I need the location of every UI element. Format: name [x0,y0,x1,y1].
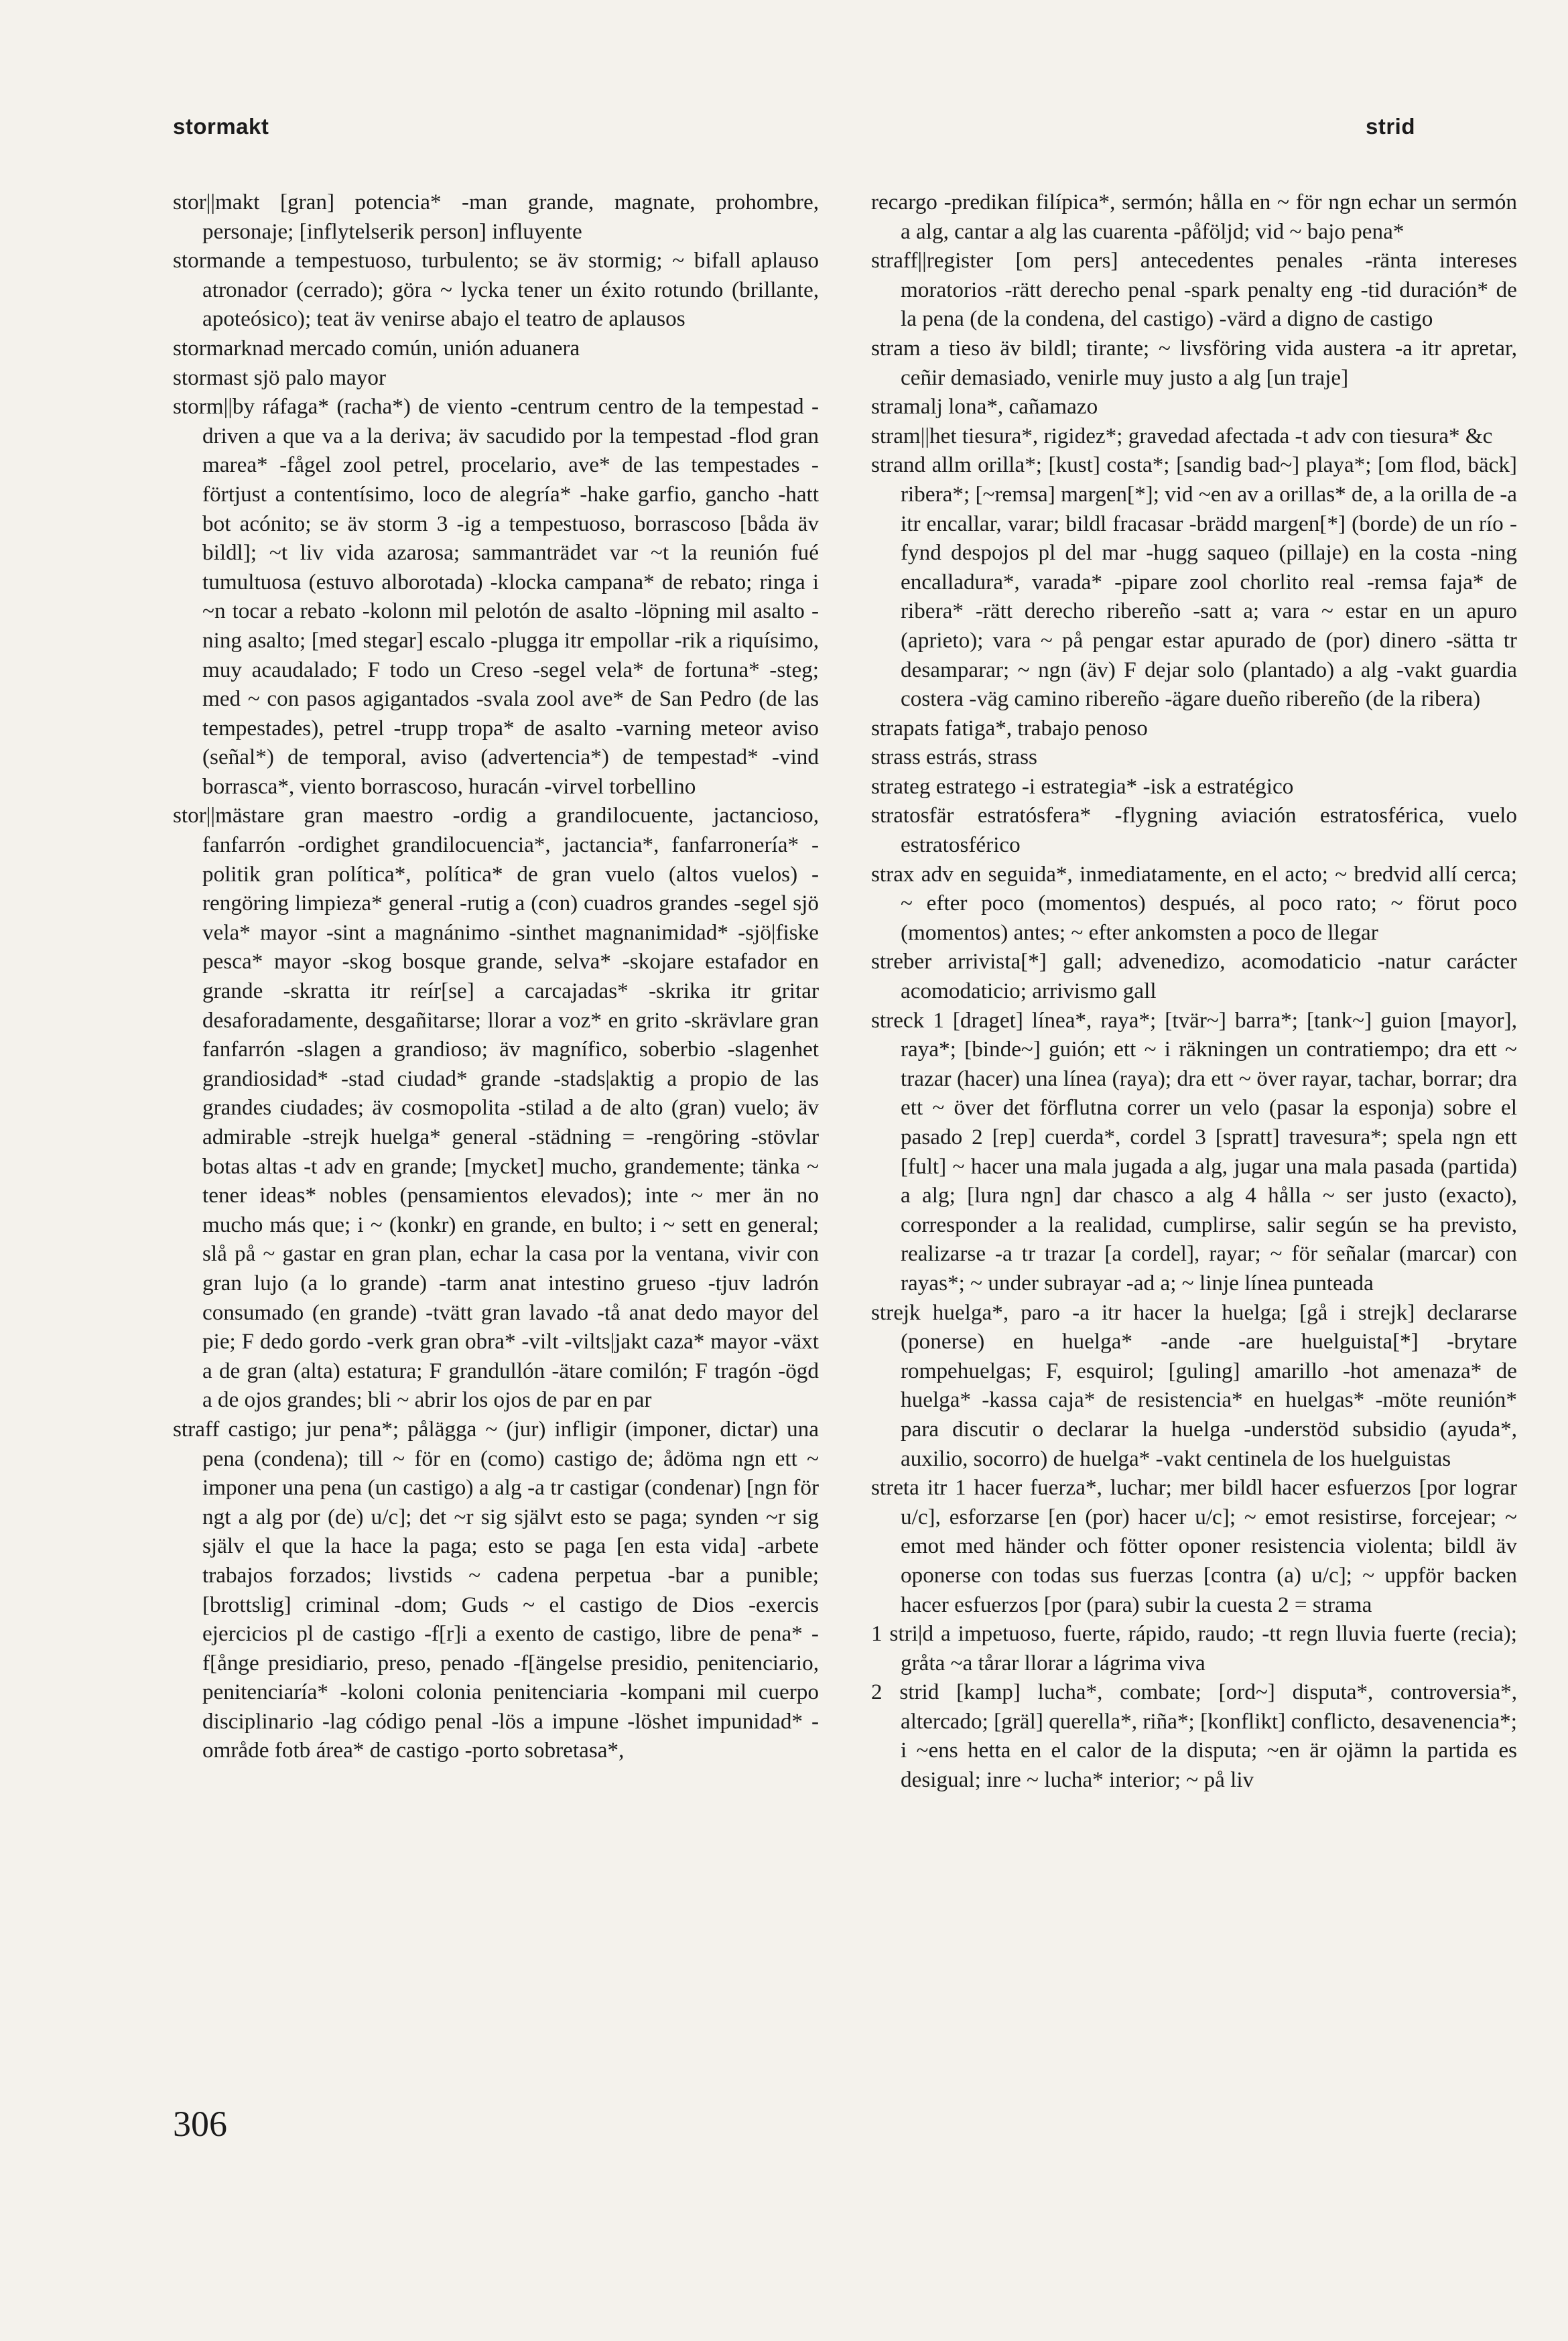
entry: stram a tieso äv bildl; tirante; ~ livsföring vida austera -a itr apretar, ceñir demasiado, venirle muy justo a alg [un traje] [871,335,1517,390]
page-number: 306 [173,2104,227,2144]
entry: stram||het tiesura*, rigidez*; gravedad afectada -t adv con tiesura* &c [871,423,1493,448]
entry: stormast sjö palo mayor [173,365,387,390]
right-column [871,188,1517,1795]
entry: strax adv en seguida*, inmediatamente, en el acto; ~ bredvid allí cerca; ~ efter poco (momentos) después, al poco rato; ~ förut poco (momentos) antes; ~ efter ankomsten a poco de llegar [871,861,1517,945]
entry: straff castigo; jur pena*; pålägga ~ (jur) infligir (imponer, dictar) una pena (condena); till ~ för en (como) castigo de; ådöma ngn ett ~ imponer una pena (un castigo) a alg -a tr castigar (condenar) [ngn för ngt a alg por (de) u/c]; det ~r sig självt esto se paga; synden ~r sig själv el que la hace la paga; esto se paga [en esta vida] -arbete trabajos forzados; livstids ~ cadena perpetua -bar a punible; [brottslig] criminal -dom; Guds ~ el castigo de Dios -exercis ejercicios pl de castigo -f[r]i a exento de castigo, libre de pena* -f[ånge presidiario, preso, penado -f[ängelse presidio, penitenciario, penitenciaría* -koloni colonia penitenciaria -kompani mil cuerpo disciplinario -lag código penal -lös a impune -löshet impunidad* -område fotb área* de castigo -porto sobretasa*, [173,1416,819,1763]
entry: strateg estratego -i estrategia* -isk a estratégico [871,773,1294,799]
left-column [173,188,819,1765]
entry: storm||by ráfaga* (racha*) de viento -centrum centro de la tempestad -driven a que va a la deriva; äv sacudido por la tempestad -flod gran marea* -fågel zool petrel, procelario, ave* de las tempestades -förtjust a contentísimo, loco de alegría* -hake garfio, gancho -hatt bot acónito; se äv storm 3 -ig a tempestuoso, borrascoso [båda äv bildl]; ~t liv vida azarosa; sammanträdet var ~t la reunión fué tumultuosa (estuvo alborotada) -klocka campana* de rebato; ringa i ~n tocar a rebato -kolonn mil pelotón de asalto -löpning mil asalto -ning asalto; [med stegar] escalo -plugga itr empollar -rik a riquísimo, muy acaudalado; F todo un Creso -segel vela* de fortuna* -steg; med ~ con pasos agigantados -svala zool ave* de San Pedro (de las tempestades), petrel -trupp tropa* de asalto -varning meteor aviso (señal*) de temporal, aviso (advertencia*) de tempestad* -vind borrasca*, viento borrascoso, huracán -virvel torbellino [173,394,819,799]
entry: 1 stri|d a impetuoso, fuerte, rápido, raudo; -tt regn lluvia fuerte (recia); gråta ~a tårar llorar a lágrima viva [871,1621,1517,1675]
left-guide-word: stormakt [173,114,269,139]
entry: 2 strid [kamp] lucha*, combate; [ord~] disputa*, controversia*, altercado; [gräl] querella*, riña*; [konflikt] conflicto, desavenencia*; i ~ens hetta en el calor de la disputa; ~en är ojämn la partida es desigual; inre ~ lucha* interior; ~ på liv [871,1680,1517,1793]
entry: streta itr 1 hacer fuerza*, luchar; mer bildl hacer esfuerzos [por lograr u/c], esforzarse [en (por) hacer u/c]; ~ emot resistirse, forcejear; ~ emot med händer och fötter oponer resistencia violenta; bildl äv oponerse con todas sus fuerzas [contra (a) u/c]; ~ uppför backen hacer esfuerzos [por (para) subir la cuesta 2 = strama [871,1475,1517,1617]
entry: streck 1 [draget] línea*, raya*; [tvär~] barra*; [tank~] guion [mayor], raya*; [binde~] guión; ett ~ i räkningen un contratiempo; dra ett ~ trazar (hacer) una línea (raya); dra ett ~ över rayar, tachar, borrar; dra ett ~ över det förflutna correr un velo (pasar la esponja) sobre el pasado 2 [rep] cuerda*, cordel 3 [spratt] travesura*; spela ngn ett [fult] ~ hacer una mala jugada a alg, jugar una mala pasada (partida) a alg; [lura ngn] dar chasco a alg 4 hålla ~ ser justo (exacto), corresponder a la realidad, cumplirse, salir según se ha previsto, realizarse -a tr trazar [a cordel], rayar; ~ för señalar (marcar) con rayas*; ~ under subrayar -ad a; ~ linje línea punteada [871,1007,1517,1295]
entry: strass estrás, strass [871,745,1037,770]
entry: stor||makt [gran] potencia* -man grande, magnate, prohombre, personaje; [inflytelserik person] influyente [173,190,819,244]
entry: strapats fatiga*, trabajo penoso [871,715,1148,741]
entry: stormarknad mercado común, unión aduanera [173,335,580,361]
entry: stramalj lona*, cañamazo [871,394,1098,420]
entry: stor||mästare gran maestro -ordig a grandilocuente, jactancioso, fanfarrón -ordighet grandilocuencia*, jactancia*, fanfarronería* -politik gran política*, política* de gran vuelo (altos vuelos) -rengöring limpieza* general -rutig a (con) cuadros grandes -segel sjö vela* mayor -sint a magnánimo -sinthet magnanimidad* -sjö|fiske pesca* mayor -skog bosque grande, selva* -skojare estafador en grande -skratta itr reír[se] a carcajadas* -skrika itr gritar desaforadamente, desgañitarse; llorar a voz* en grito -skrävlare gran fanfarrón -slagen a grandioso; äv magnífico, soberbio -slagenhet grandiosidad* -stad ciudad* grande -stads|aktig a propio de las grandes ciudades; äv cosmopolita -stilad a de alto (gran) vuelo; äv admirable -strejk huelga* general -städning = -rengöring -stövlar botas altas -t adv en grande; [mycket] mucho, grandemente; tänka ~ tener ideas* nobles (pensamientos elevados); inte ~ mer än no mucho más que; i ~ (konkr) en grande, en bulto; i ~ sett en general; slå på ~ gastar en gran plan, echar la casa por la ventana, vivir con gran lujo (a lo grande) -tarm anat intestino grueso -tjuv ladrón consumado (en grande) -tvätt gran lavado -tå anat dedo mayor del pie; F dedo gordo -verk gran obra* -vilt -vilts|jakt caza* mayor -växt a de gran (alta) estatura; F grandullón -ätare comilón; F tragón -ögd a de ojos grandes; bli ~ abrir los ojos de par en par [173,803,819,1413]
right-guide-word: strid [1365,114,1415,139]
entry: strejk huelga*, paro -a itr hacer la huelga; [gå i strejk] declararse (ponerse) en huelga* -ande -are huelguista[*] -brytare rompehuelgas; F, esquirol; [guling] amarillo -hot amenaza* de huelga* -kassa caja* de resistencia* en huelgas* -möte reunión* para discutir o declarar la huelga -understöd subsidio (ayuda*, auxilio, socorro) de huelga* -vakt centinela de los huelguistas [871,1300,1517,1471]
entry: strand allm orilla*; [kust] costa*; [sandig bad~] playa*; [om flod, bäck] ribera*; [~remsa] margen[*]; vid ~en av a orillas* de, a la orilla de -a itr encallar, varar; bildl fracasar -brädd margen[*] (borde) de un río -fynd despojos pl del mar -hugg saqueo (pillaje) en la costa -ning encalladura*, varada* -pipare zool chorlito real -remsa faja* de ribera* -rätt derecho ribereño -satt a; vara ~ estar en un apuro (aprieto); vara ~ på pengar estar apurado de (por) dinero -sätta tr desamparar; ~ ngn (äv) F dejar solo (plantado) a alg -vakt guardia costera -väg camino ribereño -ägare dueño ribereño (de la ribera) [871,452,1517,712]
entry: recargo -predikan filípica*, sermón; hålla en ~ för ngn echar un sermón a alg, cantar a alg las cuarenta -påföljd; vid ~ bajo pena* [871,190,1517,244]
entry: straff||register [om pers] antecedentes penales -ränta intereses moratorios -rätt derecho penal -spark penalty eng -tid duración* de la pena (de la condena, del castigo) -värd a digno de castigo [871,248,1517,332]
entry: stratosfär estratósfera* -flygning aviación estratosférica, vuelo estratosférico [871,803,1517,858]
entry: streber arrivista[*] gall; advenedizo, acomodaticio -natur carácter acomodaticio; arrivismo gall [871,949,1517,1004]
entry: stormande a tempestuoso, turbulento; se äv stormig; ~ bifall aplauso atronador (cerrado); göra ~ lycka tener un éxito rotundo (brillante, apoteósico); teat äv venirse abajo el teatro de aplausos [173,248,819,332]
